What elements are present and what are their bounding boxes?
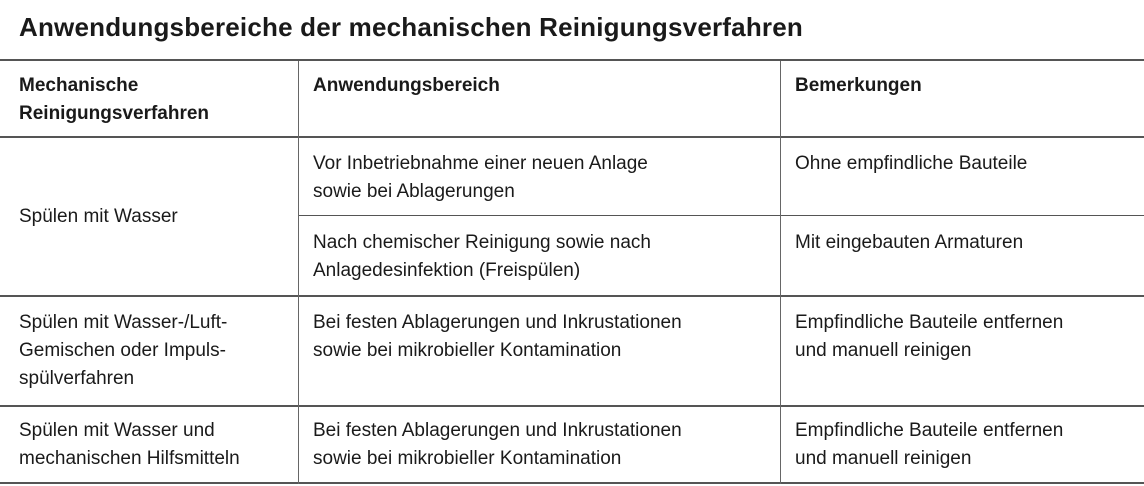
table-bottom-rule xyxy=(0,482,1144,484)
table-cell-bemerkung: Mit eingebauten Armaturen xyxy=(795,232,1024,253)
table-cell-bereich: Vor Inbetriebnahme einer neuen Anlage sowie bei Ablagerungen xyxy=(313,153,648,202)
header-verfahren: Mechanische Reinigungsverfahren xyxy=(19,75,210,124)
table-cell-bemerkung: Empfindliche Bauteile entfernen und manuell reinigen xyxy=(795,420,1064,469)
row-divider xyxy=(298,215,1144,216)
table-top-rule xyxy=(0,59,1144,61)
table-cell-bereich: Nach chemischer Reinigung sowie nach Anlagedesinfektion (Freispülen) xyxy=(313,232,651,281)
column-divider xyxy=(780,61,781,484)
header-anwendungsbereich: Anwendungsbereich xyxy=(313,75,500,96)
header-bemerkungen: Bemerkungen xyxy=(795,75,922,96)
table-cell-verfahren: Spülen mit Wasser xyxy=(19,206,178,227)
table-cell-bereich: Bei festen Ablagerungen und Inkrustationen sowie bei mikrobieller Kontamination xyxy=(313,312,682,361)
column-divider xyxy=(298,61,299,484)
table-cell-bemerkung: Ohne empfindliche Bauteile xyxy=(795,153,1028,174)
header-bottom-rule xyxy=(0,136,1144,138)
table-cell-bereich: Bei festen Ablagerungen und Inkrustationen sowie bei mikrobieller Kontamination xyxy=(313,420,682,469)
table-cell-bemerkung: Empfindliche Bauteile entfernen und manuell reinigen xyxy=(795,312,1064,361)
row-rule xyxy=(0,405,1144,407)
table-cell-verfahren: Spülen mit Wasser-/Luft- Gemischen oder Impuls- spülverfahren xyxy=(19,312,228,389)
table-cell-verfahren: Spülen mit Wasser und mechanischen Hilfsmitteln xyxy=(19,420,240,469)
row-rule xyxy=(0,295,1144,297)
page-title: Anwendungsbereiche der mechanischen Reinigungsverfahren xyxy=(19,12,803,42)
